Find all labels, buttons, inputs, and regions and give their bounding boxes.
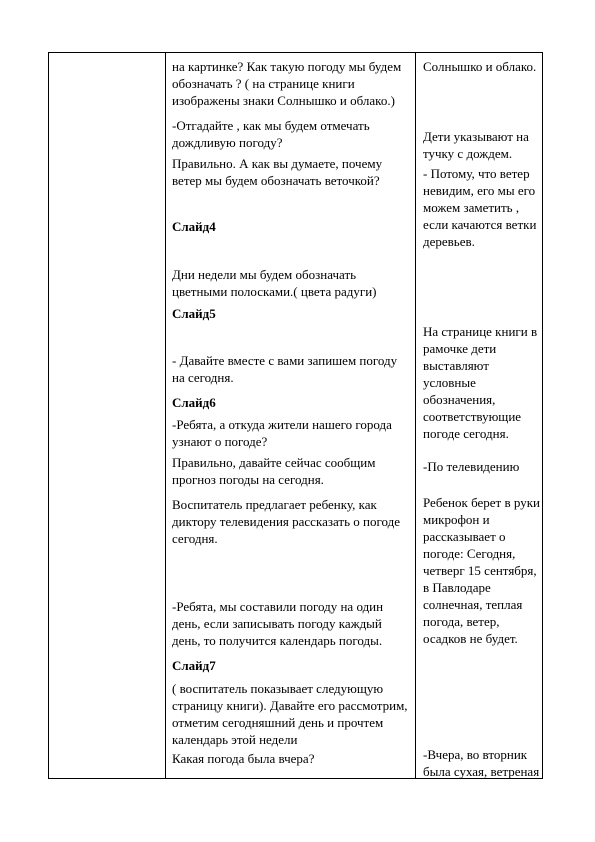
table-left-border: [48, 52, 49, 779]
teacher-text: на картинке? Как такую погоду мы будем обозначать ? ( на странице книги изображены знаки Солнышко и облако.): [172, 59, 402, 108]
children-text: -По телевидению: [423, 459, 520, 474]
slide-heading: Слайд4: [172, 219, 216, 234]
slide-heading: Слайд7: [172, 658, 216, 673]
column-divider-2: [415, 52, 416, 779]
children-text: На странице книги в рамочке дети выставляют условные обозначения, соответствующие погоде сегодня.: [423, 324, 538, 441]
teacher-text: ( воспитатель показывает следующую страницу книги). Давайте его рассмотрим, отметим сегодняшний день и прочтем календарь этой недели: [172, 681, 408, 747]
teacher-text: -Ребята, мы составили погоду на один день, если записывать погоду каждый день, то получится календарь погоды.: [172, 599, 384, 648]
children-text: -Вчера, во вторник была сухая, ветреная: [423, 747, 540, 779]
teacher-text: - Давайте вместе с вами запишем погоду на сегодня.: [172, 353, 398, 385]
teacher-column: [172, 0, 412, 842]
teacher-text: Правильно, давайте сейчас сообщим прогноз погоды на сегодня.: [172, 455, 376, 487]
children-text: Солнышко и облако.: [423, 59, 537, 74]
table-right-border: [542, 52, 543, 779]
teacher-text: -Отгадайте , как мы будем отмечать дождливую погоду?: [172, 118, 370, 150]
children-column: [423, 0, 541, 842]
teacher-text: -Ребята, а откуда жители нашего города узнают о погоде?: [172, 417, 392, 449]
teacher-text: Какая погода была вчера?: [172, 751, 315, 766]
children-text: Дети указывают на тучку с дождем.: [423, 129, 529, 161]
column-divider-1: [165, 52, 166, 779]
children-text: Ребенок берет в руки микрофон и рассказывает о погоде: Сегодня, четверг 15 сентября, в Павлодаре солнечная, теплая погода, ветер, осадков не будет.: [423, 495, 540, 646]
slide-heading: Слайд6: [172, 395, 216, 410]
teacher-text: Правильно. А как вы думаете, почему ветер мы будем обозначать веточкой?: [172, 156, 383, 188]
children-text: - Потому, что ветер невидим, его мы его можем заметить , если качаются ветки деревьев.: [423, 166, 537, 249]
slide-heading: Слайд5: [172, 306, 216, 321]
teacher-text: Дни недели мы будем обозначать цветными полосками.( цвета радуги): [172, 267, 377, 299]
teacher-text: Воспитатель предлагает ребенку, как диктору телевидения рассказать о погоде сегодня.: [172, 497, 400, 546]
